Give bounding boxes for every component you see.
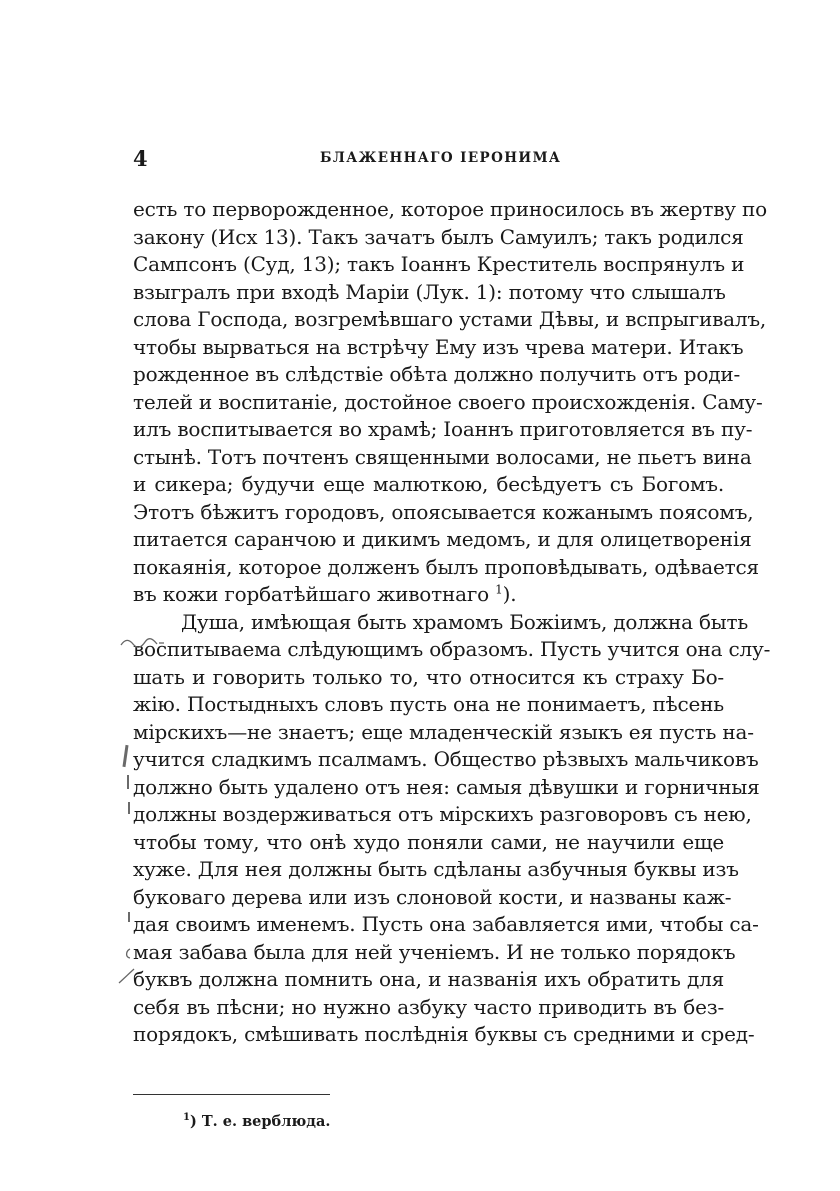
- margin-pencil-mark: [122, 745, 128, 767]
- text-line: питается саранчою и дикимъ медомъ, и для олицетворенія: [133, 527, 752, 551]
- margin-pencil-mark: [127, 775, 129, 789]
- text-line: буквъ должна помнить она, и названія ихъ обратить для: [133, 967, 724, 991]
- text-line: взыгралъ при входѣ Маріи (Лук. 1): потому что слышалъ: [133, 279, 726, 304]
- text-line: телей и воспитаніе, достойное своего происхожденія. Саму-: [133, 389, 763, 414]
- text-line: дая своимъ именемъ. Пусть она забавляется ими, чтобы са-: [133, 912, 759, 936]
- text-line: чтобы вырваться на встрѣчу Ему изъ чрева матери. Итакъ: [133, 334, 744, 359]
- text-line: рожденное въ слѣдствіе обѣта должно получить отъ роди-: [133, 362, 741, 386]
- margin-pencil-mark: [116, 945, 138, 987]
- text-line: Этотъ бѣжитъ городовъ, опоясывается кожанымъ поясомъ,: [133, 499, 754, 524]
- footnote-divider: [133, 1094, 330, 1095]
- text-line: покаянія, которое долженъ былъ проповѣдывать, одѣвается: [133, 554, 759, 579]
- margin-squiggle-mark: [119, 637, 165, 649]
- text-line: шать и говорить только то, что относится къ страху Бо-: [133, 664, 724, 689]
- text-line: илъ воспитывается во храмѣ; Іоаннъ приготовляется въ пу-: [133, 417, 753, 441]
- text-line: стынѣ. Тотъ почтенъ священными волосами, не пьетъ вина: [133, 444, 752, 469]
- text-line: должны воздерживаться отъ мірскихъ разговоровъ съ нею,: [133, 802, 752, 826]
- footnote-reference[interactable]: 1: [495, 582, 503, 597]
- text-line: хуже. Для нея должны быть сдѣланы азбучныя буквы изъ: [133, 857, 739, 881]
- text-line: мая забава была для ней ученіемъ. И не только порядокъ: [133, 939, 736, 964]
- text-fragment: ).: [502, 582, 517, 606]
- text-line: закону (Исх 13). Такъ зачатъ былъ Самуилъ; такъ родился: [133, 224, 744, 249]
- text-line: порядокъ, смѣшивать послѣднія буквы съ средними и сред-: [133, 1022, 755, 1046]
- paragraph-end-line: [133, 581, 724, 609]
- footnote-marker: 1: [183, 1112, 190, 1124]
- footnote: [183, 1113, 330, 1130]
- margin-pencil-mark: [128, 912, 130, 922]
- text-fragment: въ кожи горбатѣйшаго животнаго: [133, 582, 489, 606]
- text-line: слова Господа, возгремѣвшаго устами Дѣвы, и вспрыгивалъ,: [133, 307, 767, 331]
- text-line: буковаго дерева или изъ слоновой кости, и названы каж-: [133, 884, 732, 909]
- text-line: есть то перворожденное, которое приносилось въ жертву по: [133, 197, 767, 221]
- text-line: и сикера; будучи еще малюткою, бесѣдуетъ съ Богомъ.: [133, 472, 724, 496]
- text-line: воспитываема слѣдующимъ образомъ. Пусть учится она слу-: [133, 637, 771, 661]
- text-line: Сампсонъ (Суд, 13); такъ Іоаннъ Креститель воспрянулъ и: [133, 252, 745, 276]
- text-line: должно быть удалено отъ нея: самыя дѣвушки и горничныя: [133, 774, 760, 799]
- paragraph-first-line: Душа, имѣющая быть храмомъ Божіимъ, должна быть: [181, 609, 749, 634]
- text-line: жію. Постыдныхъ словъ пусть она не понимаетъ, пѣсень: [133, 692, 724, 716]
- text-line: мірскихъ—не знаетъ; еще младенческій языкъ ея пусть на-: [133, 719, 754, 744]
- running-title: БЛАЖЕННАГО ІЕРОНИМА: [320, 150, 562, 166]
- page-number: 4: [133, 146, 148, 171]
- footnote-text: ) Т. е. верблюда.: [189, 1113, 331, 1130]
- text-line: себя въ пѣсни; но нужно азбуку часто приводить въ без-: [133, 994, 724, 1019]
- text-line: учится сладкимъ псалмамъ. Общество рѣзвыхъ мальчиковъ: [133, 747, 759, 771]
- text-line: чтобы тому, что онѣ худо поняли сами, не научили еще: [133, 829, 724, 854]
- margin-pencil-mark: [128, 802, 130, 814]
- main-text: [133, 196, 771, 1049]
